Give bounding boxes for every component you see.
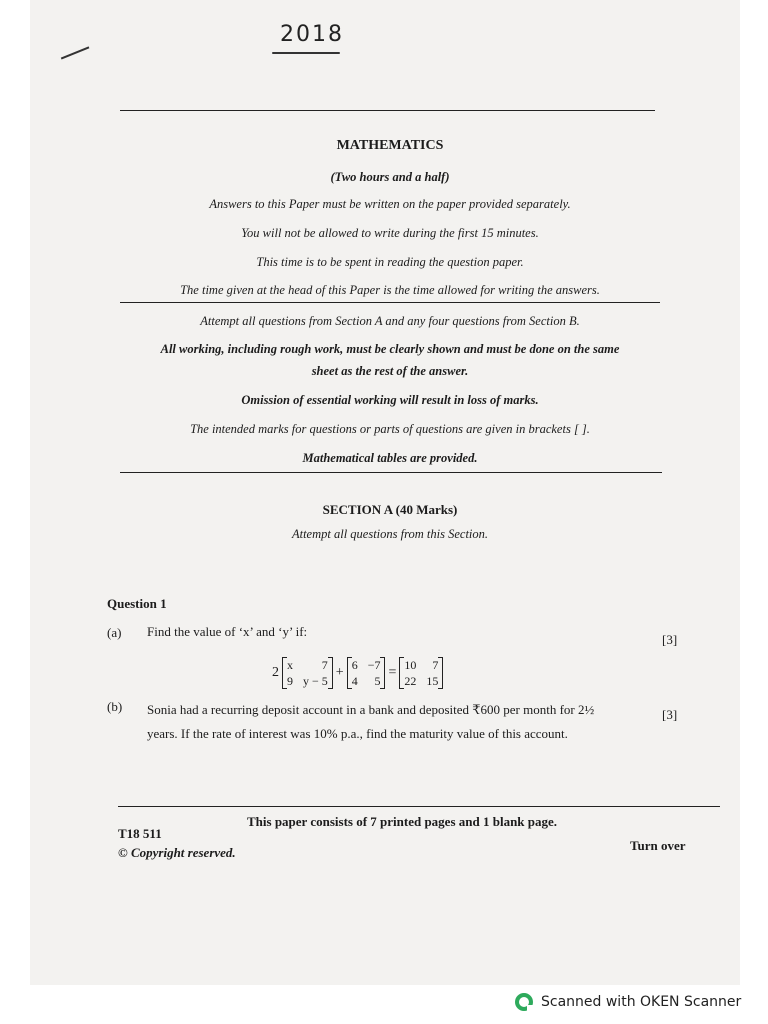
equation-equals: = <box>388 665 397 680</box>
matrix-cell: 6 <box>351 658 358 672</box>
duration: (Two hours and a half) <box>330 170 450 184</box>
part-a-text: Find the value of ‘x’ and ‘y’ if: <box>147 624 308 639</box>
top-rule <box>120 110 655 111</box>
paper-code: T18 511 <box>118 826 162 841</box>
part-b-line1: Sonia had a recurring deposit account in a bank and deposited ₹600 per month for 2½ <box>147 702 595 717</box>
pages-note: This paper consists of 7 printed pages and 1 blank page. <box>247 814 558 829</box>
rule-working-line2: sheet as the rest of the answer. <box>311 364 469 378</box>
section-subtitle: Attempt all questions from this Section. <box>291 527 489 541</box>
matrix-cell: 4 <box>351 674 358 688</box>
matrix-cell: 22 <box>404 674 417 688</box>
scanner-label: Scanned with OKEN Scanner <box>541 994 742 1010</box>
matrix-right <box>399 657 443 689</box>
question-heading: Question 1 <box>107 596 167 611</box>
part-a-marks: [3] <box>662 632 678 647</box>
matrix-cell: 10 <box>404 658 417 672</box>
matrix-left <box>282 657 333 689</box>
matrix-cell: 5 <box>374 674 381 688</box>
rule-attempt: Attempt all questions from Section A and any four questions from Section B. <box>200 314 580 328</box>
copyright: © Copyright reserved. <box>118 845 236 860</box>
matrix-middle <box>347 657 386 689</box>
matrix-cell: −7 <box>367 658 381 672</box>
equation-plus: + <box>335 665 344 680</box>
part-a-label: (a) <box>107 625 122 640</box>
matrix-cell: y − 5 <box>303 674 328 688</box>
matrix-cell: 7 <box>432 658 439 672</box>
part-b-line2: years. If the rate of interest was 10% p.a., find the maturity value of this account. <box>147 726 568 741</box>
equation-coefficient: 2 <box>272 665 279 680</box>
instruction-no-writing: You will not be allowed to write during the first 15 minutes. <box>241 226 539 240</box>
footer-rule <box>118 806 720 807</box>
matrix-equation <box>272 656 446 690</box>
part-b-label: (b) <box>107 699 123 714</box>
rule-marks: The intended marks for questions or parts of questions are given in brackets [ ]. <box>190 422 590 436</box>
subject-title: MATHEMATICS <box>336 138 444 153</box>
matrix-cell: 9 <box>287 674 293 688</box>
matrix-cell: 7 <box>321 658 328 672</box>
section-title: SECTION A (40 Marks) <box>322 502 458 517</box>
rules-rule <box>120 472 662 473</box>
oken-scanner-logo-icon <box>515 993 533 1011</box>
part-b-marks: [3] <box>662 707 678 722</box>
turn-over: Turn over <box>630 838 686 853</box>
handwritten-year: 2018 <box>280 22 344 47</box>
matrix-cell: 15 <box>426 674 439 688</box>
instruction-answers: Answers to this Paper must be written on the paper provided separately. <box>209 197 571 211</box>
rule-omission: Omission of essential working will result in loss of marks. <box>241 393 539 407</box>
instruction-reading: This time is to be spent in reading the question paper. <box>256 255 524 269</box>
instruction-time: The time given at the head of this Paper is the time allowed for writing the answers. <box>180 283 600 297</box>
matrix-cell: x <box>287 658 293 672</box>
handwritten-underline <box>272 52 340 54</box>
header-rule <box>120 302 660 303</box>
rule-tables: Mathematical tables are provided. <box>302 451 478 465</box>
scanner-watermark <box>515 990 741 1014</box>
rule-working-line1: All working, including rough work, must be clearly shown and must be done on the same <box>160 342 620 356</box>
page-margin <box>740 0 768 985</box>
